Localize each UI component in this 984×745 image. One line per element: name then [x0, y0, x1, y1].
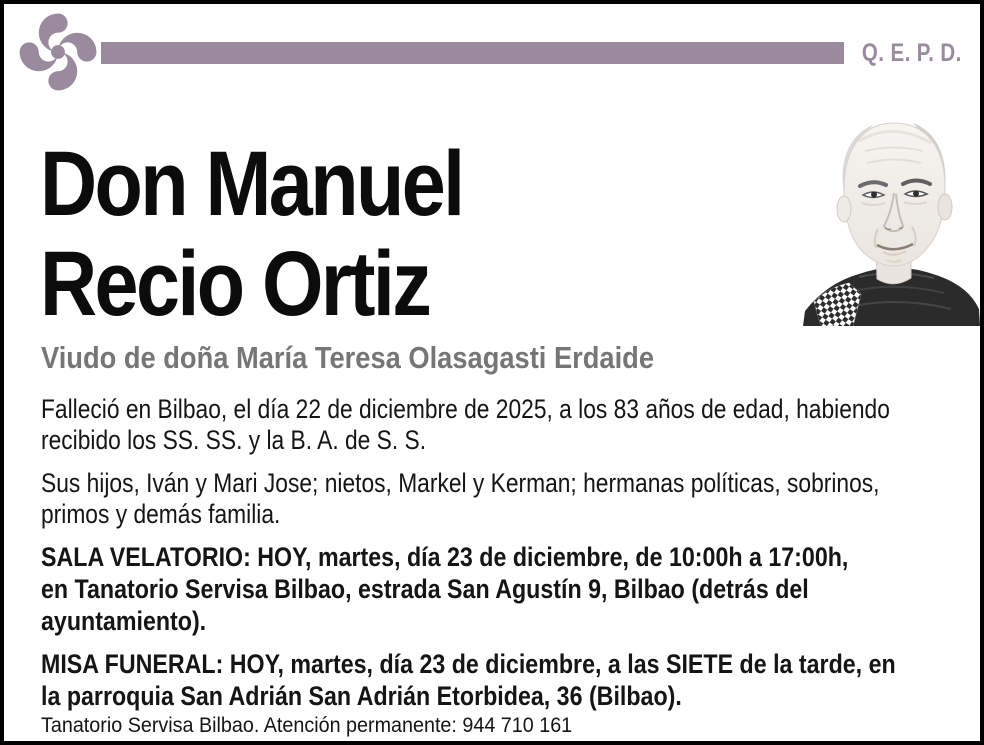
- lauburu-icon: [18, 12, 98, 92]
- qepd-label: Q. E. P. D.: [862, 39, 962, 67]
- wake-line3: ayuntamiento).: [41, 606, 207, 636]
- funeral-line2: la parroquia San Adrián San Adrián Etorbidea, 36 (Bilbao).: [41, 681, 682, 711]
- portrait-photo: [799, 97, 982, 326]
- header-rule: [101, 42, 844, 64]
- deceased-name: [40, 134, 463, 334]
- relation-subtitle: Viudo de doña María Teresa Olasagasti Erdaide: [41, 340, 655, 375]
- funeral-paragraph: [41, 648, 896, 712]
- death-paragraph: [41, 394, 890, 456]
- family-line2: primos y demás familia.: [41, 499, 281, 529]
- wake-line1: SALA VELATORIO: HOY, martes, día 23 de diciembre, de 10:00h a 17:00h,: [41, 542, 849, 572]
- death-line2: recibido los SS. SS. y la B. A. de S. S.: [41, 425, 427, 455]
- family-paragraph: [41, 468, 880, 530]
- wake-paragraph: [41, 541, 848, 637]
- family-line1: Sus hijos, Iván y Mari Jose; nietos, Markel y Kerman; hermanas políticas, sobrinos,: [41, 468, 880, 498]
- wake-line2: en Tanatorio Servisa Bilbao, estrada San Agustín 9, Bilbao (detrás del: [41, 574, 809, 604]
- deceased-name-line2: Recio Ortiz: [40, 233, 430, 335]
- funeral-line1: MISA FUNERAL: HOY, martes, día 23 de diciembre, a las SIETE de la tarde, en: [41, 649, 896, 679]
- death-line1: Falleció en Bilbao, el día 22 de diciembre de 2025, a los 83 años de edad, habiendo: [41, 394, 890, 424]
- deceased-name-line1: Don Manuel: [40, 133, 463, 235]
- funeral-home-contact: Tanatorio Servisa Bilbao. Atención permanente: 944 710 161: [41, 714, 573, 737]
